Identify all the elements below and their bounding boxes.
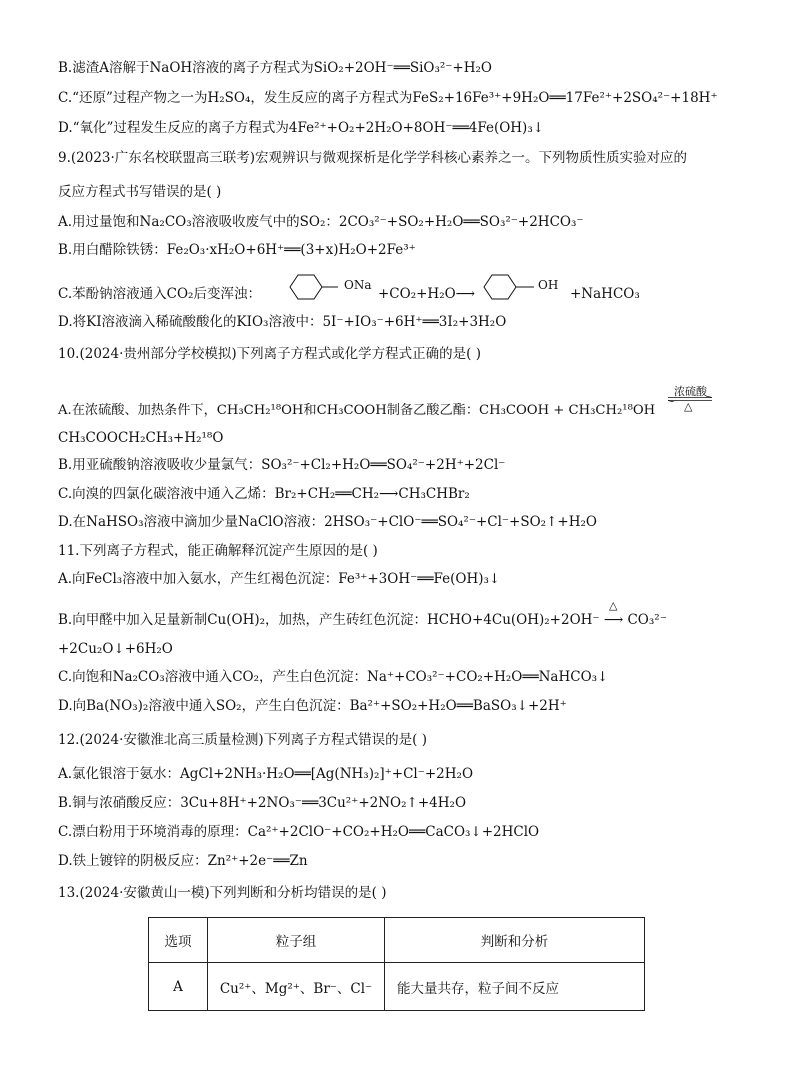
table-cell-analysis: 能大量共存，粒子间不反应: [385, 963, 645, 1011]
question-9-option-d: D.将KI溶液滴入稀硫酸酸化的KIO₃溶液中：5I⁻+IO₃⁻+6H⁺══3I₂+3H₂O: [58, 314, 507, 330]
q11-condition: △: [609, 599, 618, 612]
question-13-stem: 13.(2024·安徽黄山一模)下列判断和分析均错误的是( ): [58, 885, 387, 901]
question-9-option-c-prefix: C.苯酚钠溶液通入CO₂后变浑浊：: [58, 286, 261, 302]
question-11-option-d: D.向Ba(NO₃)₂溶液中通入SO₂，产生白色沉淀：Ba²⁺+SO₂+H₂O══BaSO₃↓+2H⁺: [58, 698, 567, 714]
question-9-option-c-mid: +CO₂+H₂O⟶: [378, 286, 476, 302]
question-10-option-c: C.向溴的四氯化碳溶液中通入乙烯：Br₂+CH₂══CH₂⟶CH₃CHBr₂: [58, 486, 470, 502]
question-9-stem: 9.(2023·广东名校联盟高三联考)宏观辨识与微观探析是化学学科核心素养之一。下列物质性质实验对应的: [58, 150, 688, 166]
question-9-stem-cont: 反应方程式书写错误的是( ): [58, 184, 222, 200]
table-cell-particles: Cu²⁺、Mg²⁺、Br⁻、Cl⁻: [208, 963, 385, 1011]
question-12-option-b: B.铜与浓硝酸反应：3Cu+8H⁺+2NO₃⁻══3Cu²⁺+2NO₂↑+4H₂O: [58, 795, 467, 811]
option-c-line: C.“还原”过程产物之一为H₂SO₄，发生反应的离子方程式为FeS₂+16Fe³⁺+9H₂O══17Fe²⁺+2SO₄²⁻+18H⁺: [58, 90, 718, 106]
question-10-option-d: D.在NaHSO₃溶液中滴加少量NaClO溶液：2HSO₃⁻+ClO⁻══SO₄²⁻+Cl⁻+SO₂↑+H₂O: [58, 514, 597, 530]
question-9-option-b: B.用白醋除铁锈：Fe₂O₃·xH₂O+6H⁺══(3+x)H₂O+2Fe³⁺: [58, 242, 416, 258]
question-11-stem: 11.下列离子方程式，能正确解释沉淀产生原因的是( ): [58, 543, 378, 559]
table-header-option: 选项: [149, 918, 208, 963]
question-12-option-a: A.氯化银溶于氨水：AgCl+2NH₃·H₂O══[Ag(NH₃)₂]⁺+Cl⁻+2H₂O: [58, 766, 474, 782]
question-11-option-a: A.向FeCl₃溶液中加入氨水，产生红褐色沉淀：Fe³⁺+3OH⁻══Fe(OH)₃↓: [58, 571, 501, 587]
question-12-option-c: C.漂白粉用于环境消毒的原理：Ca²⁺+2ClO⁻+CO₂+H₂O══CaCO₃↓+2HClO: [58, 824, 540, 840]
option-b-line: B.滤渣A溶解于NaOH溶液的离子方程式为SiO₂+2OH⁻══SiO₃²⁻+H₂O: [58, 60, 492, 76]
question-10-option-a: A.在浓硫酸、加热条件下，CH₃CH₂¹⁸OH和CH₃COOH制备乙酸乙酯：CH₃COOH + CH₃CH₂¹⁸OH: [58, 403, 656, 418]
question-11-option-c: C.向饱和Na₂CO₃溶液中通入CO₂，产生白色沉淀：Na⁺+CO₃²⁻+CO₂+H₂O══NaHCO₃↓: [58, 669, 609, 685]
table-header-analysis: 判断和分析: [385, 918, 645, 963]
question-12-stem: 12.(2024·安徽淮北高三质量检测)下列离子方程式错误的是( ): [58, 732, 427, 748]
question-9-option-a: A.用过量饱和Na₂CO₃溶液吸收废气中的SO₂：2CO₃²⁻+SO₂+H₂O══SO₃²⁻+2HCO₃⁻: [58, 214, 584, 230]
question-10-option-b: B.用亚硫酸钠溶液吸收少量氯气：SO₃²⁻+Cl₂+H₂O══SO₄²⁻+2H⁺+2Cl⁻: [58, 457, 506, 473]
question-13-table: [148, 917, 645, 1011]
table-header-particles: 粒子组: [208, 918, 385, 963]
question-11-option-b-cont: +2Cu₂O↓+6H₂O: [58, 641, 173, 657]
question-10-option-a-cont: CH₃COOCH₂CH₃+H₂¹⁸O: [58, 430, 224, 446]
phenol-structure-icon: [478, 272, 540, 302]
oh-label: OH: [538, 278, 559, 292]
table-cell-option: A: [149, 963, 208, 1011]
table-row: [149, 963, 645, 1011]
question-11-option-b: B.向甲醛中加入足量新制Cu(OH)₂，加热，产生砖红色沉淀：HCHO+4Cu(OH)₂+2OH⁻ ⟶ CO₃²⁻: [58, 612, 667, 628]
sodium-phenoxide-structure-icon: [284, 272, 346, 302]
q10-condition-top: 浓硫酸: [674, 385, 707, 398]
question-9-option-c-end: +NaHCO₃: [570, 286, 640, 302]
q10-condition-bottom: △: [684, 400, 693, 413]
question-10-stem: 10.(2024·贵州部分学校模拟)下列离子方程式或化学方程式正确的是( ): [58, 346, 481, 362]
option-d-line: D.“氧化”过程发生反应的离子方程式为4Fe²⁺+O₂+2H₂O+8OH⁻══4Fe(OH)₃↓: [58, 120, 545, 136]
question-12-option-d: D.铁上镀锌的阴极反应：Zn²⁺+2e⁻══Zn: [58, 853, 308, 869]
ona-label: ONa: [344, 278, 372, 292]
table-header-row: [149, 918, 645, 963]
